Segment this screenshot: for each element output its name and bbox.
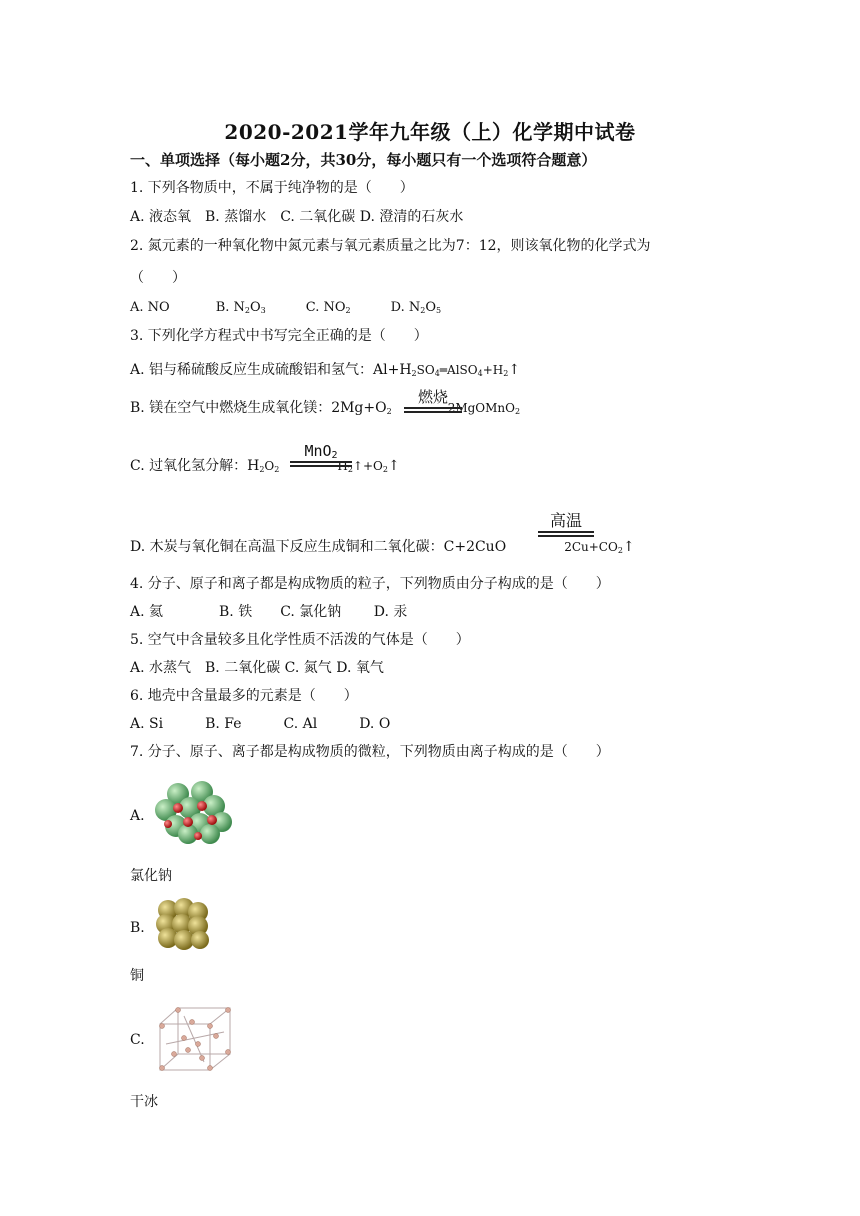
option-c-letter: C.: [130, 1032, 145, 1048]
option-a-letter: A.: [130, 808, 145, 824]
section-heading: 一、单项选择（每小题2分，共30分，每小题只有一个选项符合题意）: [130, 151, 597, 169]
question-4-options: A. 氦 B. 铁 C. 氯化钠 D. 汞: [130, 604, 408, 620]
option-a: A. NO: [130, 300, 170, 315]
question-2-stem-cont: （ ）: [130, 270, 186, 286]
question-7-stem: 7. 分子、原子、离子都是构成物质的微粒，下列物质由离子构成的是（ ）: [130, 744, 610, 760]
question-6-stem: 6. 地壳中含量最多的元素是（ ）: [130, 688, 358, 704]
question-2-options: [130, 298, 441, 321]
question-6-options: A. Si B. Fe C. Al D. O: [130, 716, 391, 732]
condition-burning: 燃烧: [404, 386, 462, 413]
option-c-label: 干冰: [130, 1094, 158, 1110]
question-3-stem: 3. 下列化学方程式中书写完全正确的是（ ）: [130, 328, 428, 344]
question-3-option-c: C. 过氧化氢分解：$H_2O_2$ $H_2↑+O_2↑$: [130, 458, 400, 474]
page-title: 2020-2021学年九年级（上）化学期中试卷: [224, 120, 636, 144]
option-c: C. $NO_2$: [305, 300, 351, 315]
option-b: B. $N_2O_3$: [215, 300, 266, 315]
option-b-label: 铜: [130, 968, 144, 984]
question-3-option-a: A. 铝与稀硫酸反应生成硫酸铝和氢气：$Al+H_2SO_4═AlSO_4+H_2↑$: [130, 362, 521, 378]
option-d: D. $N_2O_5$: [390, 300, 442, 315]
question-1-options: A. 液态氧 B. 蒸馏水 C. 二氧化碳 D. 澄清的石灰水: [130, 209, 464, 225]
option-b-letter: B.: [130, 920, 145, 936]
question-2-stem: 2. 氮元素的一种氧化物中氮元素与氧元素质量之比为7：12，则该氧化物的化学式为: [130, 238, 651, 254]
question-5-options: A. 水蒸气 B. 二氧化碳 C. 氮气 D. 氧气: [130, 660, 384, 676]
question-5-stem: 5. 空气中含量较多且化学性质不活泼的气体是（ ）: [130, 632, 470, 648]
condition-catalyst-mno2: MnO$_2$: [290, 442, 352, 467]
option-a-label: 氯化钠: [130, 868, 172, 884]
question-1-stem: 1. 下列各物质中，不属于纯净物的是（ ）: [130, 180, 414, 196]
question-4-stem: 4. 分子、原子和离子都是构成物质的粒子，下列物质由分子构成的是（ ）: [130, 576, 610, 592]
question-3-option-b: B. 镁在空气中燃烧生成氧化镁：$2Mg+O_2$ 2MgOMnO$_2$: [130, 400, 521, 416]
condition-high-temp: 高温: [538, 508, 594, 537]
copper-crystal-image: [154, 898, 212, 952]
dry-ice-crystal-image: [154, 1004, 236, 1074]
question-3-option-d: D. 木炭与氧化铜在高温下反应生成铜和二氧化碳：C+2CuO $2Cu+CO_2↑$: [130, 539, 635, 555]
sodium-chloride-crystal-image: [152, 780, 234, 844]
